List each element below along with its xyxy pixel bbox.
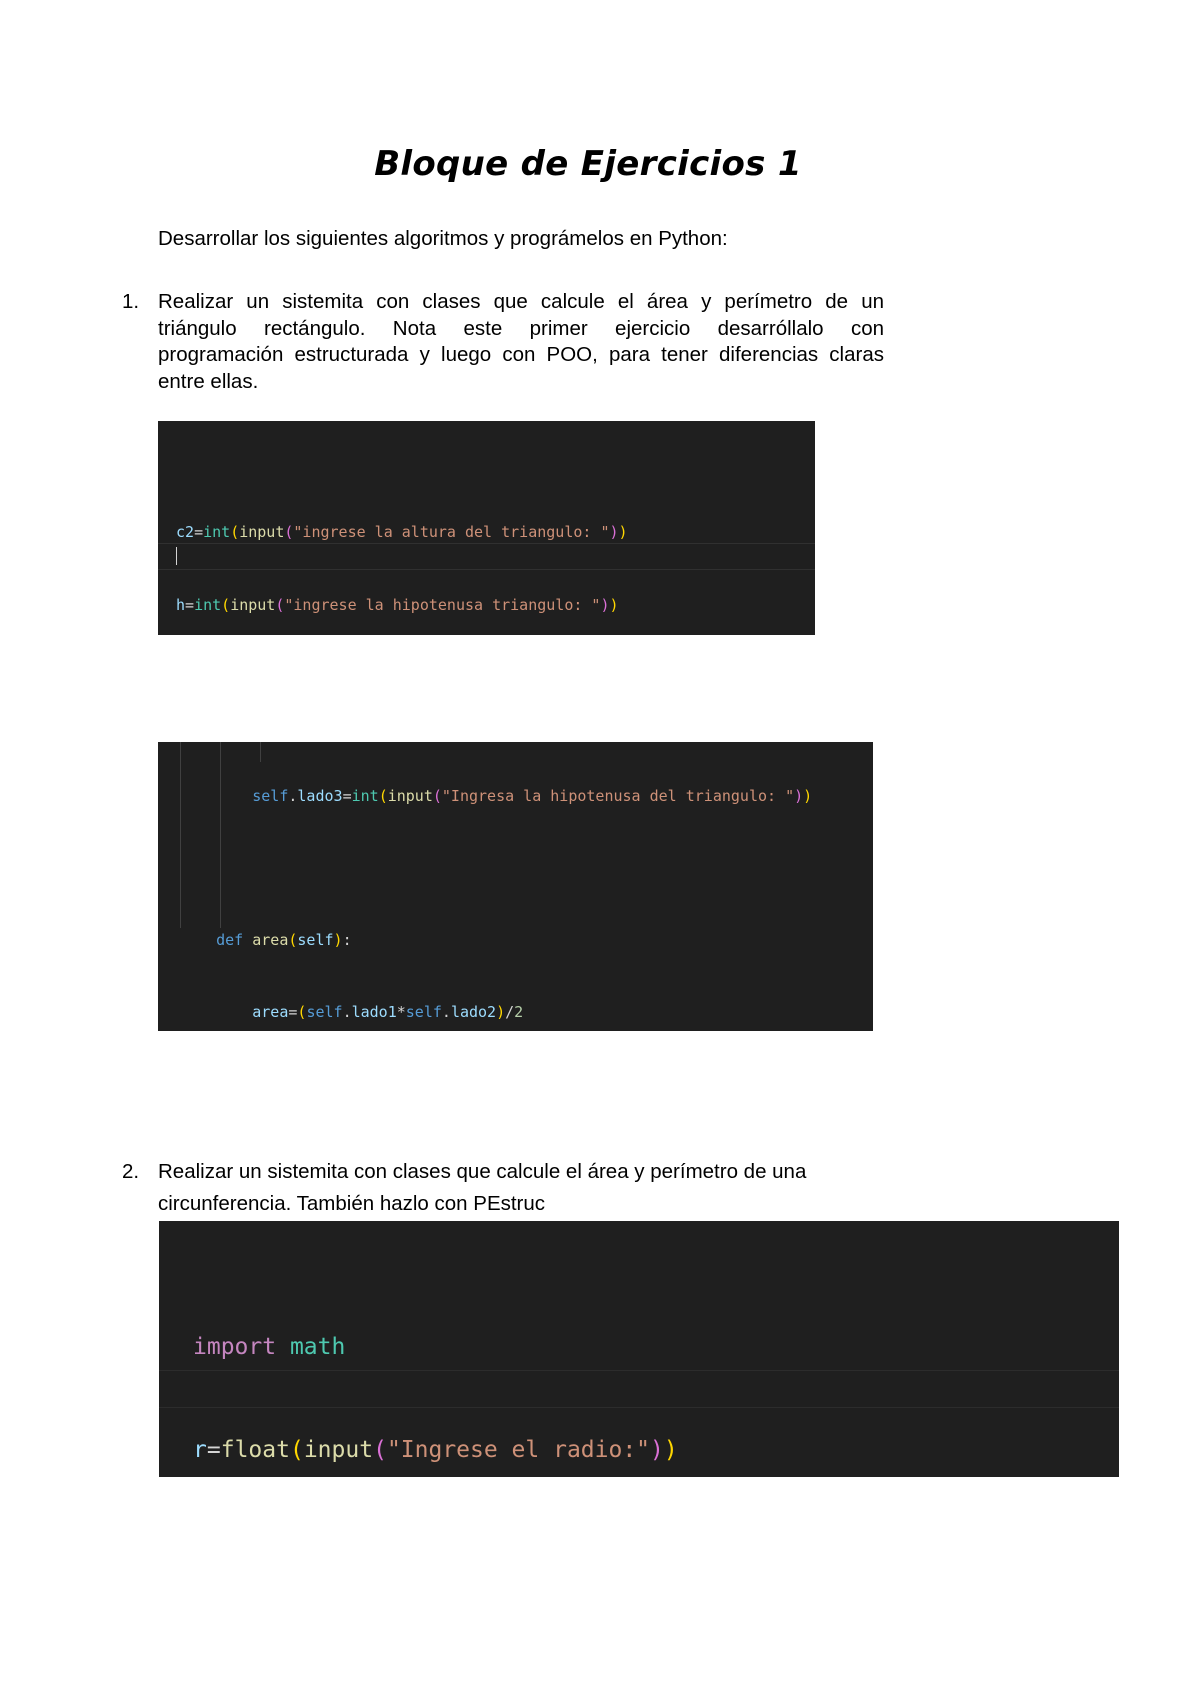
- code-screenshot-3: [159, 1221, 1119, 1477]
- item-2-line-2: circunferencia. También hazlo con PEstruc: [158, 1191, 546, 1215]
- code-line: r=float(input("Ingrese el radio:")): [193, 1437, 678, 1464]
- code-line: [180, 856, 812, 880]
- item-1-line-4: entre ellas.: [158, 369, 259, 393]
- code-line: import math: [193, 1334, 346, 1361]
- item-1-line-3: programación estructurada y luego con POO, para tener diferencias claras: [158, 343, 884, 366]
- code-line: c2=int(input("ingrese la altura del triangulo: ")): [176, 522, 628, 541]
- code-screenshot-1: [158, 421, 815, 635]
- item-number-1: 1.: [122, 290, 140, 313]
- item-text-1: [158, 289, 884, 395]
- code-line: h=int(input("ingrese la hipotenusa triangulo: ")): [176, 595, 619, 614]
- item-2-line-1: Realizar un sistemita con clases que calcule el área y perímetro de una: [158, 1160, 807, 1183]
- current-line-highlight: [158, 543, 815, 570]
- code-line: def area(self):: [216, 931, 352, 949]
- intro-paragraph: Desarrollar los siguientes algoritmos y prográmelos en Python:: [158, 227, 728, 250]
- current-line-highlight: [159, 1370, 1119, 1408]
- code-line: area=(self.lado1*self.lado2)/2: [252, 1003, 524, 1021]
- item-1-line-1: Realizar un sistemita con clases que calcule el área y perímetro de un: [158, 290, 884, 313]
- item-text-2: [158, 1159, 898, 1217]
- code-screenshot-2: [158, 742, 873, 1031]
- document-title: Bloque de Ejercicios 1: [374, 144, 802, 184]
- item-number-2: 2.: [122, 1160, 140, 1183]
- item-1-line-2: triángulo rectángulo. Nota este primer ejercicio desarróllalo con: [158, 316, 884, 340]
- code-line: self.lado3=int(input("Ingresa la hipotenusa del triangulo: ")): [252, 787, 813, 805]
- text-cursor: [176, 547, 177, 565]
